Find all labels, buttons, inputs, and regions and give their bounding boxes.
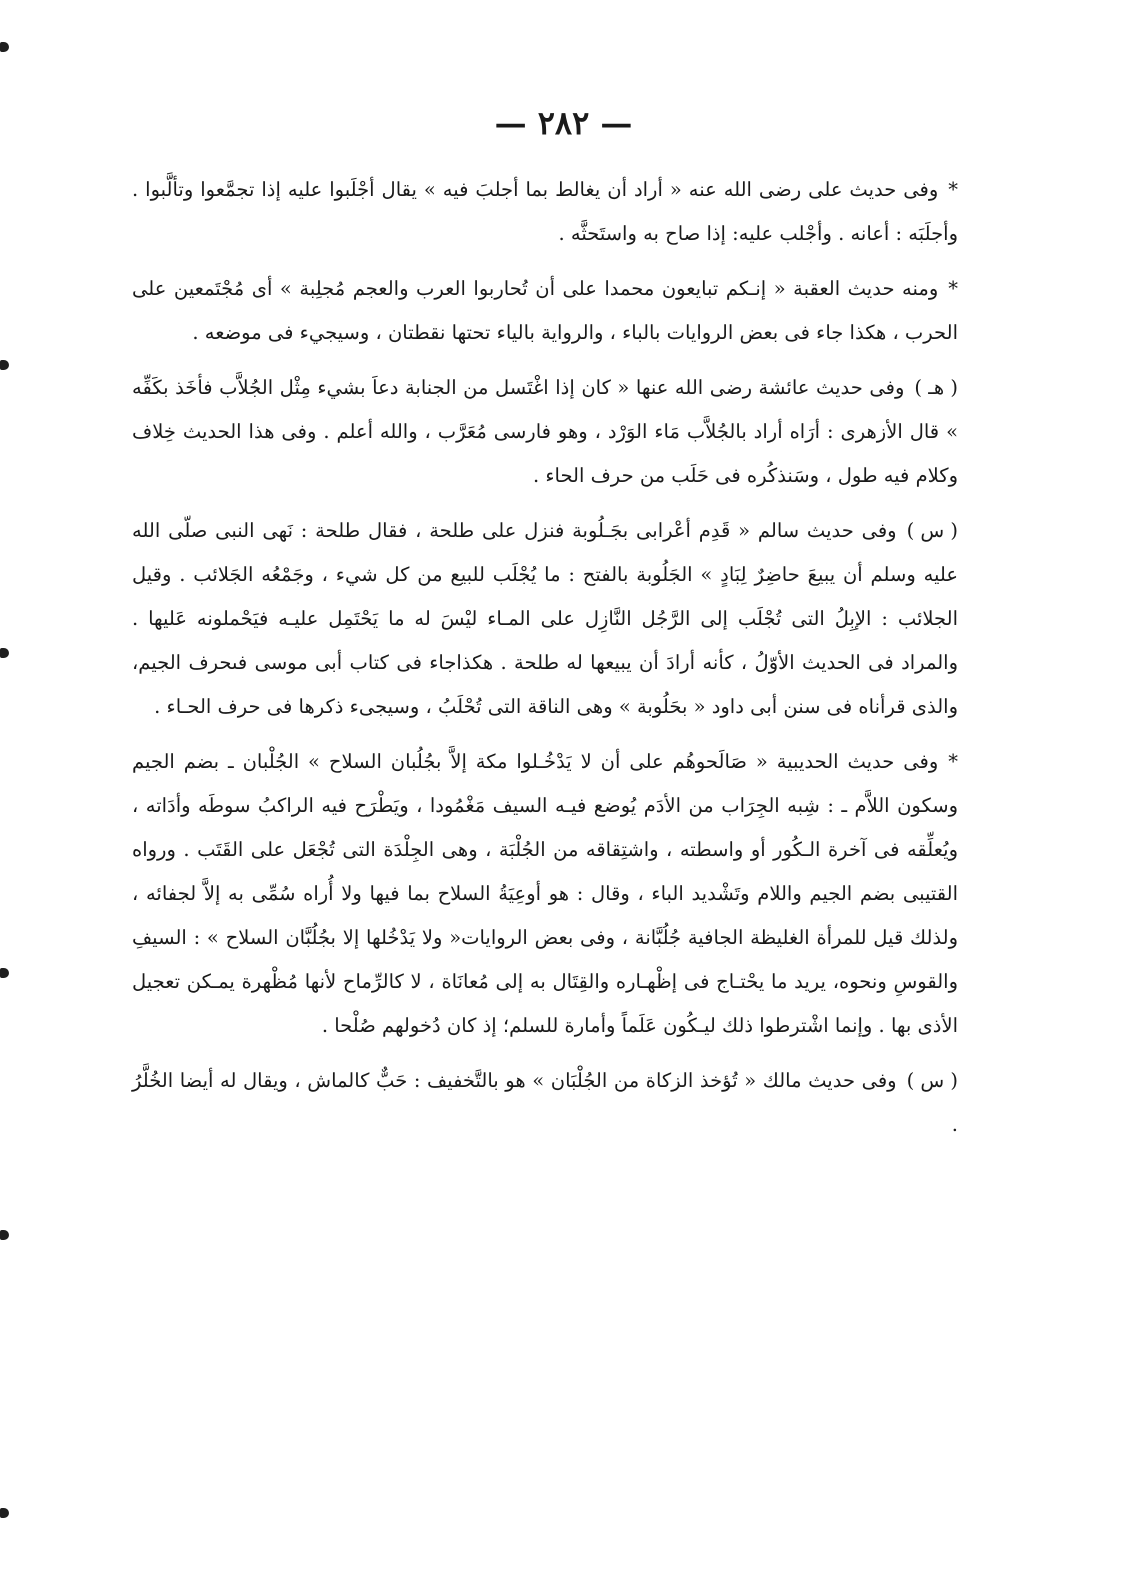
scan-edge-mark (0, 42, 9, 52)
entry-paragraph (132, 1059, 958, 1147)
entry-paragraph (132, 509, 958, 729)
scan-edge-mark (0, 1230, 9, 1240)
entry-text: وفى حديث مالك « تُؤخذ الزكاة من الجُلْبَان » هو بالتَّخفيف : حَبٌّ كالماش ، ويقال له أيضا الخُلَّرُ . (132, 1069, 958, 1136)
entry-marker: * (948, 178, 958, 201)
entry-marker: ( س ) (906, 519, 958, 542)
entry-text: وفى حديث عائشة رضى الله عنها « كان إذا اغْتَسل من الجنابة دعاَ بشيء مِثْل الجُلاَّب فأخَذ بكَفِّه » قال الأزهرى : أرَاه أراد بالجُلاَّب مَاء الوَرْد ، وهو فارسى مُعَرَّب ، والله أعلم . وفى هذا الحديث خِلاف وكلام فيه طول ، وسَنذكُره فى حَلَب من حرف الحاء . (132, 376, 958, 487)
entry-text: وفى حديث سالم « قَدِم أعْرابى بجَـلُوبة فنزل على طلحة ، فقال طلحة : نَهى النبى صلّى الله عليه وسلم أن يبيعَ حاضِرٌ لِبَادٍ » الجَلُوبة بالفتح : ما يُجْلَب للبيع من كل شيء ، وجَمْعُه الجَلائب . وقيل الجلائب : الإبِلُ التى تُجْلَب إلى الرَّجُل النَّازِل على المـاء ليْسَ له ما يَحْتَمِل عليـه فيَحْملونه عَليها . والمراد فى الحديث الأوّلُ ، كأنه أرادَ أن يبيعها له طلحة . هكذاجاء فى كتاب أبى موسى فىحرف الجيم، والذى قرأناه فى سنن أبى داود « بحَلُوبة » وهى الناقة التى تُحْلَبُ ، وسيجىء ذكرها فى حرف الحـاء . (132, 519, 958, 718)
entry-paragraph (132, 366, 958, 498)
entry-marker: * (948, 277, 958, 300)
entry-paragraph (132, 267, 958, 355)
scan-edge-mark (0, 360, 9, 370)
scan-edge-mark (0, 648, 9, 658)
page-body (132, 168, 958, 1158)
entry-marker: ( هـ ) (914, 376, 958, 399)
entry-text: وفى حديث الحديبية « صَالَحوهُم على أن لا يَدْخُـلوا مكة إلاَّ بجُلُبان السلاح » الجُلْبان ـ بضم الجيم وسكون اللاَّم ـ : شِبه الجِرَاب من الأدَم يُوضع فيـه السيف مَغْمُودا ، ويَطْرَح فيه الراكبُ سوطَه وأدَاته ، ويُعلِّقه فى آخرة الـكُور أو واسطته ، واشتِقاقه من الجُلْبَة ، وهى الجِلْدَة التى تُجْعَل على القَتَب . ورواه القتيبى بضم الجيم واللام وتَشْديد الباء ، وقال : هو أوعِيَةُ السلاح بما فيها ولا أُراه سُمِّى به إلاَّ لجفائه ، ولذلك قيل للمرأة الغليظة الجافية جُلُبَّانة ، وفى بعض الروايات« ولا يَدْخُلها إلا بجُلُبَّان السلاح » : السيفِ والقوسِ ونحوه، يريد ما يحْتـاج فى إظْهـاره والقِتَال به إلى مُعانَاة ، لا كالرِّماح لأنها مُظْهرة يمـكن تعجيل الأذى بها . وإنما اشْترطوا ذلك ليـكُون عَلَماً وأمارة للسلم؛ إذ كان دُخولهم صُلْحا . (132, 750, 958, 1037)
entry-paragraph (132, 168, 958, 256)
entry-paragraph (132, 740, 958, 1048)
scan-edge-mark (0, 1508, 9, 1518)
entry-text: ومنه حديث العقبة « إنـكم تبايعون محمدا على أن تُحاربوا العرب والعجم مُجلِبة » أى مُجْتَمعين على الحرب ، هكذا جاء فى بعض الروايات بالباء ، والرواية بالياء تحتها نقطتان ، وسيجيء فى موضعه . (132, 277, 958, 344)
entry-marker: * (948, 750, 958, 773)
entry-marker: ( س ) (906, 1069, 958, 1092)
scan-edge-mark (0, 968, 9, 978)
page-number: — ٢٨٢ — (494, 104, 633, 142)
entry-text: وفى حديث على رضى الله عنه « أراد أن يغالط بما أجلبَ فيه » يقال أجْلَبوا عليه إذا تجمَّعوا وتألَّبوا . وأجلَبَه : أعانه . وأجْلب عليه: إذا صاح به واستَحثَّه . (132, 178, 958, 245)
